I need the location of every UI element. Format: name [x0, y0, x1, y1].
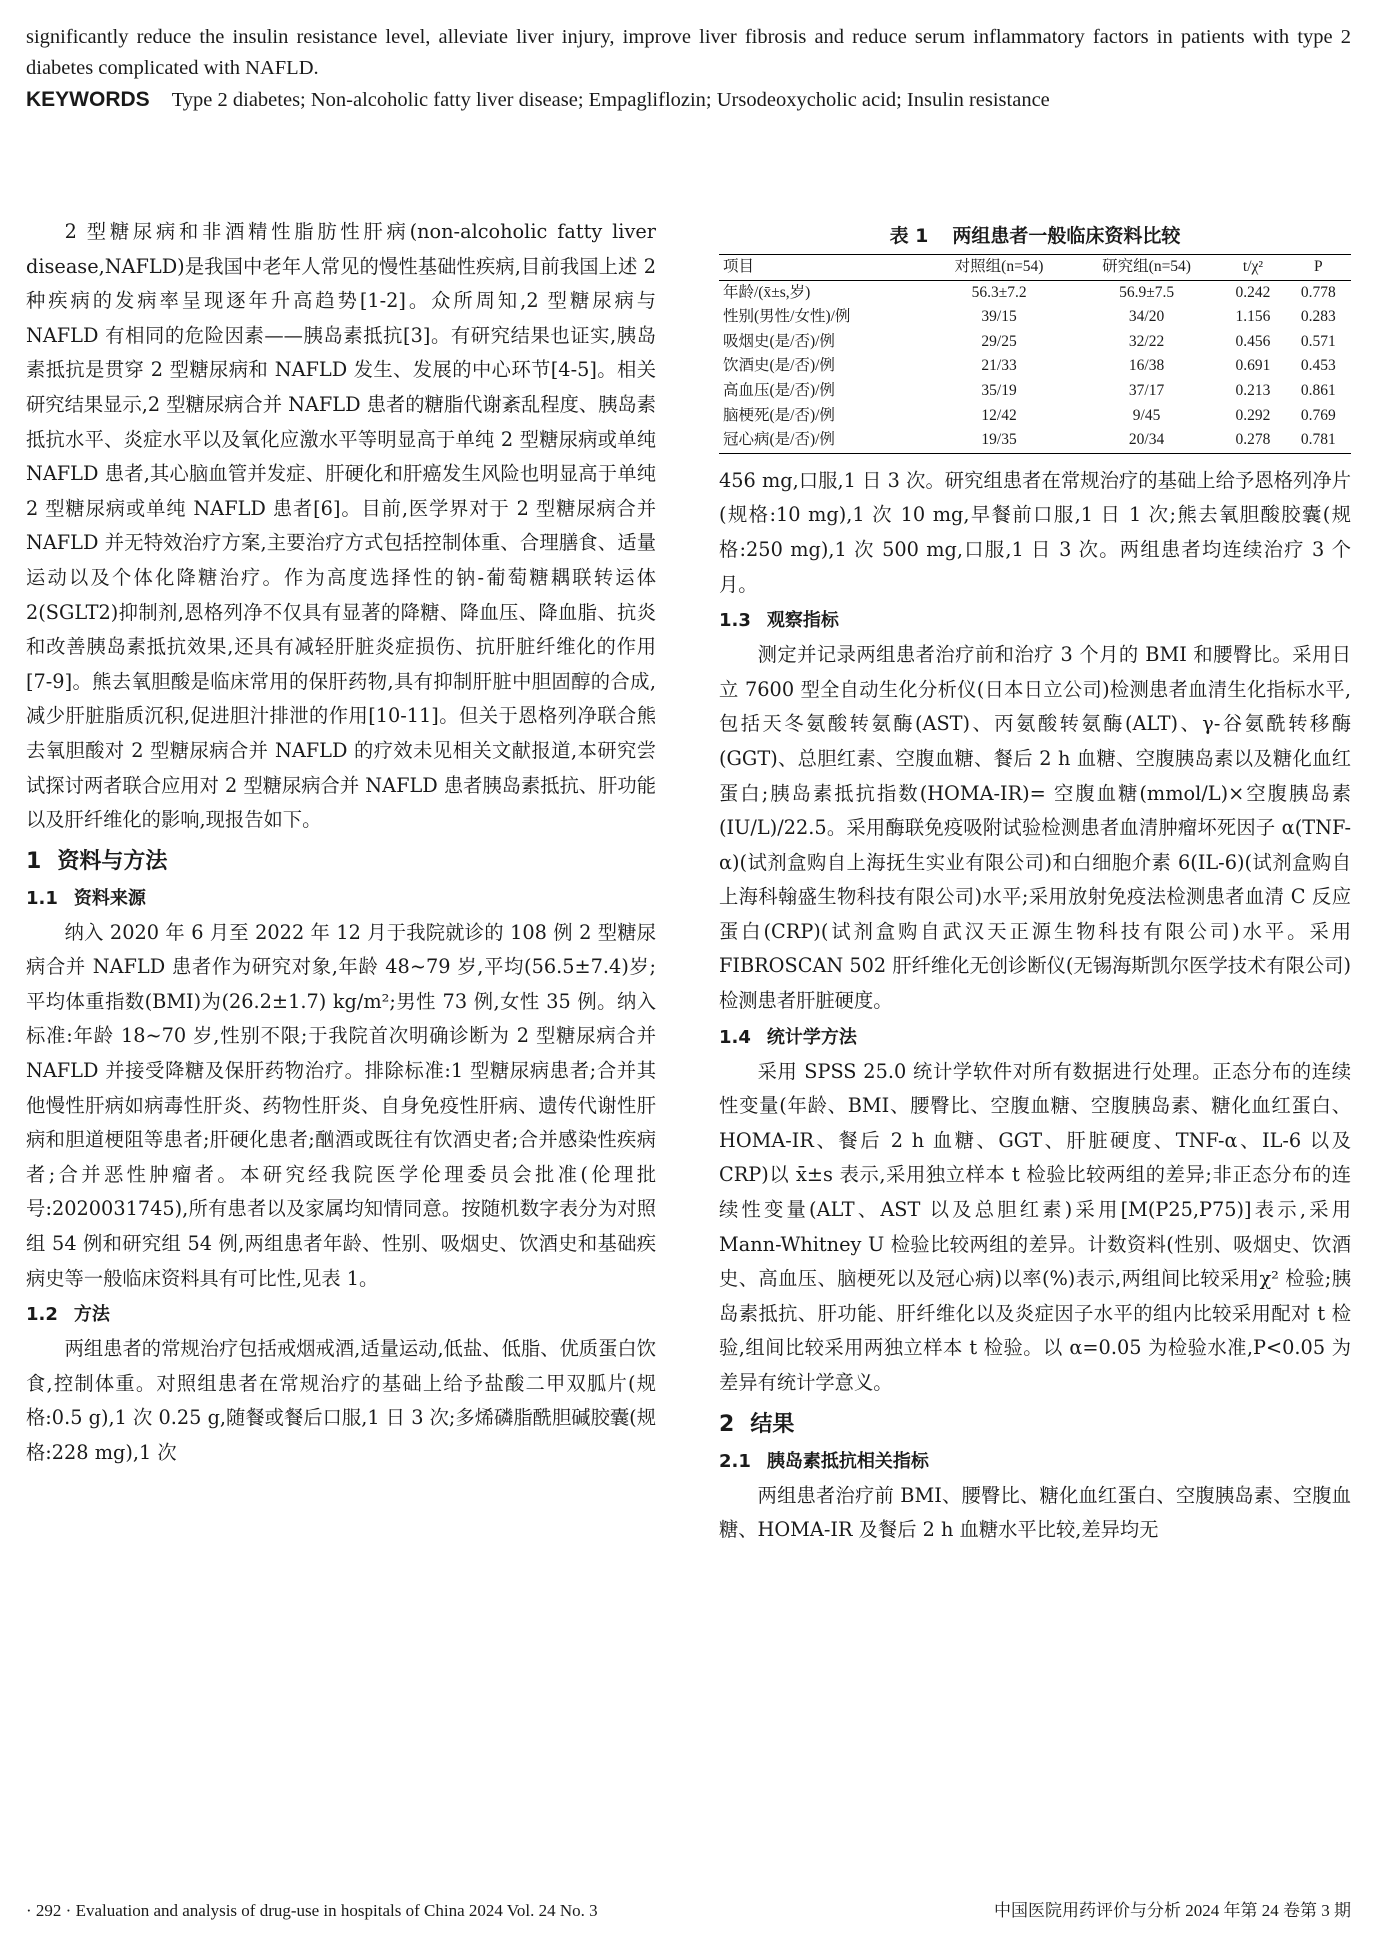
- statistics-paragraph: 采用 SPSS 25.0 统计学软件对所有数据进行处理。正态分布的连续性变量(年龄、BMI、腰臀比、空腹血糖、空腹胰岛素、糖化血红蛋白、HOMA-IR、餐后 2 h 血糖、GGT、肝脏硬度、TNF-α、IL-6 以及 CRP)以 x̄±s 表示,采用独立样本 t 检验比较两组的差异;非正态分布的连续性变量(ALT、AST 以及总胆红素)采用[M(P25,P75)]表示,采用 Mann-Whitney U 检验比较两组的差异。计数资料(性别、吸烟史、饮酒史、高血压、脑梗死以及冠心病)以率(%)表示,两组间比较采用χ² 检验;胰岛素抵抗、肝功能、肝纤维化以及炎症因子水平的组内比较采用配对 t 检验,组间比较采用两独立样本 t 检验。以 α=0.05 为检验水准,P<0.05 为差异有统计学意义。: [719, 1059, 1351, 1394]
- table-header-cell: P: [1286, 255, 1351, 281]
- table-cell: 饮酒史(是/否)/例: [723, 357, 835, 375]
- results-paragraph: 两组患者治疗前 BMI、腰臀比、糖化血红蛋白、空腹胰岛素、空腹血糖、HOMA-IR 及餐后 2 h 血糖水平比较,差异均无: [719, 1483, 1351, 1542]
- table-row: [719, 280, 1351, 305]
- table-cell: 性别(男性/女性)/例: [723, 308, 851, 326]
- table-cell: 0.861: [1300, 381, 1336, 399]
- table-1: [719, 222, 1351, 454]
- subsection-heading-insulin: [719, 1445, 1351, 1479]
- table-cell: 9/45: [1132, 406, 1161, 424]
- table-header-cell: 项目: [719, 255, 925, 281]
- table-cell: 0.292: [1235, 406, 1271, 424]
- subsection-heading-source: [26, 882, 656, 916]
- table-cell: 0.781: [1286, 428, 1351, 453]
- table-cell: 0.283: [1300, 308, 1336, 326]
- right-column: [719, 222, 1351, 1548]
- subsection-heading-observation: [719, 604, 1351, 638]
- clinical-data-table: [719, 254, 1351, 454]
- abstract-tail: [26, 22, 1351, 116]
- subsection-title: 资料来源: [73, 887, 146, 909]
- table-cell: 0.453: [1300, 357, 1336, 375]
- subsection-heading-method: [26, 1298, 656, 1332]
- subsection-heading-statistics: [719, 1021, 1351, 1055]
- table-row: [719, 428, 1351, 453]
- table-label: 表 1: [889, 225, 929, 247]
- table-cell: 0.278: [1220, 428, 1285, 453]
- subsection-number: 2.1: [719, 1450, 751, 1472]
- table-cell: 35/19: [981, 381, 1017, 399]
- section-number: 2: [719, 1411, 735, 1437]
- table-row: [719, 354, 1351, 379]
- table-cell: 0.571: [1300, 332, 1336, 350]
- table-cell: 34/20: [1128, 308, 1165, 326]
- table-row: [719, 330, 1351, 355]
- table-cell: 37/17: [1128, 381, 1165, 399]
- table-cell: 冠心病(是/否)/例: [719, 428, 925, 453]
- keywords-text: Type 2 diabetes; Non-alcoholic fatty liver disease; Empagliflozin; Ursodeoxycholic acid; Insulin resistance: [171, 89, 1050, 111]
- intro-paragraph: 2 型糖尿病和非酒精性脂肪性肝病(non-alcoholic fatty liver disease,NAFLD)是我国中老年人常见的慢性基础性疾病,目前我国上述 2 种疾病的发病率呈现逐年升高趋势[1-2]。众所周知,2 型糖尿病与 NAFLD 有相同的危险因素——胰岛素抵抗[3]。有研究结果也证实,胰岛素抵抗是贯穿 2 型糖尿病和 NAFLD 发生、发展的中心环节[4-5]。相关研究结果显示,2 型糖尿病合并 NAFLD 患者的糖脂代谢紊乱程度、胰岛素抵抗水平、炎症水平以及氧化应激水平等明显高于单纯 2 型糖尿病或单纯 NAFLD 患者,其心脑血管并发症、肝硬化和肝癌发生风险也明显高于单纯 2 型糖尿病或单纯 NAFLD 患者[6]。目前,医学界对于 2 型糖尿病合并 NAFLD 并无特效治疗方案,主要治疗方式包括控制体重、合理膳食、适量运动以及个体化降糖治疗。作为高度选择性的钠-葡萄糖耦联转运体 2(SGLT2)抑制剂,恩格列净不仅具有显著的降糖、降血压、降血脂、抗炎和改善胰岛素抵抗效果,还具有减轻肝脏炎症损伤、抗肝脏纤维化的作用[7-9]。熊去氧胆酸是临床常用的保肝药物,具有抑制肝脏中胆固醇的合成,减少肝脏脂质沉积,促进胆汁排泄的作用[10-11]。但关于恩格列净联合熊去氧胆酸对 2 型糖尿病合并 NAFLD 的疗效未见相关文献报道,本研究尝试探讨两者联合应用对 2 型糖尿病合并 NAFLD 患者胰岛素抵抗、肝功能以及肝纤维化的影响,现报告如下。: [26, 220, 656, 832]
- table-body: [719, 280, 1351, 453]
- table-cell: 29/25: [981, 332, 1017, 350]
- subsection-number: 1.3: [719, 610, 751, 632]
- abstract-conclusion: significantly reduce the insulin resistance level, alleviate liver injury, improve liver fibrosis and reduce serum inflammatory factors in patients with type 2 diabetes complicated with NAFLD.: [26, 26, 1351, 79]
- table-row: [719, 379, 1351, 404]
- table-cell: 高血压(是/否)/例: [723, 381, 835, 399]
- left-column: [26, 215, 656, 1471]
- table-title: 两组患者一般临床资料比较: [952, 225, 1181, 247]
- table-caption: [719, 222, 1351, 250]
- subsection-title: 观察指标: [766, 610, 839, 632]
- subsection-number: 1.1: [26, 887, 58, 909]
- table-cell: 0.691: [1235, 357, 1271, 375]
- table-cell: 39/15: [981, 308, 1017, 326]
- section-heading-methods: [26, 844, 656, 880]
- keywords-label: KEYWORDS: [26, 88, 150, 111]
- footer-journal-chinese: 中国医院用药评价与分析 2024 年第 24 卷第 3 期: [994, 1901, 1351, 1920]
- table-cell: 年龄/(x̄±s,岁): [723, 283, 811, 301]
- section-title: 结果: [750, 1411, 795, 1437]
- table-header-cell: t/χ²: [1220, 255, 1285, 281]
- section-heading-results: [719, 1407, 1351, 1443]
- table-cell: 21/33: [981, 357, 1017, 375]
- subsection-title: 胰岛素抵抗相关指标: [766, 1450, 929, 1472]
- subsection-title: 方法: [73, 1304, 110, 1326]
- subsection-title: 统计学方法: [766, 1026, 857, 1048]
- table-cell: 56.9±7.5: [1119, 283, 1175, 301]
- table-cell: 0.769: [1300, 406, 1336, 424]
- keywords: [26, 84, 1351, 116]
- table-cell: 0.213: [1235, 381, 1271, 399]
- table-row: [719, 305, 1351, 330]
- observation-paragraph: 测定并记录两组患者治疗前和治疗 3 个月的 BMI 和腰臀比。采用日立 7600 型全自动生化分析仪(日本日立公司)检测患者血清生化指标水平,包括天冬氨酸转氨酶(AST)、丙氨酸转氨酶(ALT)、γ-谷氨酰转移酶(GGT)、总胆红素、空腹血糖、餐后 2 h 血糖、空腹胰岛素以及糖化血红蛋白;胰岛素抵抗指数(HOMA-IR)= 空腹血糖(mmol/L)×空腹胰岛素(IU/L)/22.5。采用酶联免疫吸附试验检测患者血清肿瘤坏死因子 α(TNF-α)(试剂盒购自上海抚生实业有限公司)和白细胞介素 6(IL-6)(试剂盒购自上海科翰盛生物科技有限公司)水平;采用放射免疫法检测患者血清 C 反应蛋白(CRP)(试剂盒购自武汉天正源生物科技有限公司)水平。采用 FIBROSCAN 502 肝纤维化无创诊断仪(无锡海斯凯尔医学技术有限公司)检测患者肝脏硬度。: [719, 643, 1351, 1013]
- method-continued-paragraph: 456 mg,口服,1 日 3 次。研究组患者在常规治疗的基础上给予恩格列净片(规格:10 mg),1 次 10 mg,早餐前口服,1 日 1 次;熊去氧胆酸胶囊(规格:250 mg),1 次 500 mg,口服,1 日 3 次。两组患者均连续治疗 3 个月。: [719, 468, 1351, 596]
- table-cell: 吸烟史(是/否)/例: [723, 332, 835, 350]
- table-cell: 32/22: [1128, 332, 1165, 350]
- method-paragraph: 两组患者的常规治疗包括戒烟戒酒,适量运动,低盐、低脂、优质蛋白饮食,控制体重。对照组患者在常规治疗的基础上给予盐酸二甲双胍片(规格:0.5 g),1 次 0.25 g,随餐或餐后口服,1 日 3 次;多烯磷脂酰胆碱胶囊(规格:228 mg),1 次: [26, 1337, 656, 1464]
- table-cell: 0.456: [1235, 332, 1271, 350]
- table-cell: 脑梗死(是/否)/例: [723, 406, 835, 424]
- table-cell: 0.778: [1300, 283, 1336, 301]
- subsection-number: 1.2: [26, 1304, 58, 1326]
- source-paragraph: 纳入 2020 年 6 月至 2022 年 12 月于我院就诊的 108 例 2 型糖尿病合并 NAFLD 患者作为研究对象,年龄 48~79 岁,平均(56.5±7.4)岁;平均体重指数(BMI)为(26.2±1.7) kg/m²;男性 73 例,女性 35 例。纳入标准:年龄 18~70 岁,性别不限;于我院首次明确诊断为 2 型糖尿病合并 NAFLD 并接受降糖及保肝药物治疗。排除标准:1 型糖尿病患者;合并其他慢性肝病如病毒性肝炎、药物性肝炎、自身免疫性肝病、遗传代谢性肝病和胆道梗阻等患者;肝硬化患者;酗酒或既往有饮酒史者;合并感染性疾病者;合并恶性肿瘤者。本研究经我院医学伦理委员会批准(伦理批号:2020031745),所有患者以及家属均知情同意。按随机数字表分为对照组 54 例和研究组 54 例,两组患者年龄、性别、吸烟史、饮酒史和基础疾病史等一般临床资料具有可比性,见表 1。: [26, 920, 656, 1290]
- table-cell: 16/38: [1128, 357, 1165, 375]
- subsection-number: 1.4: [719, 1026, 751, 1048]
- table-cell: 56.3±7.2: [971, 283, 1027, 301]
- table-cell: 1.156: [1235, 308, 1271, 326]
- table-row: [719, 404, 1351, 429]
- table-cell: 12/42: [981, 406, 1017, 424]
- table-header-row: [719, 255, 1351, 281]
- table-header-cell: 研究组(n=54): [1073, 255, 1221, 281]
- table-cell: 20/34: [1073, 428, 1221, 453]
- section-number: 1: [26, 848, 42, 874]
- table-cell: 0.242: [1235, 283, 1271, 301]
- table-header-cell: 对照组(n=54): [925, 255, 1073, 281]
- section-title: 资料与方法: [57, 848, 168, 874]
- table-cell: 19/35: [925, 428, 1073, 453]
- footer-journal-english: · 292 · Evaluation and analysis of drug-use in hospitals of China 2024 Vol. 24 No. 3: [26, 1901, 598, 1920]
